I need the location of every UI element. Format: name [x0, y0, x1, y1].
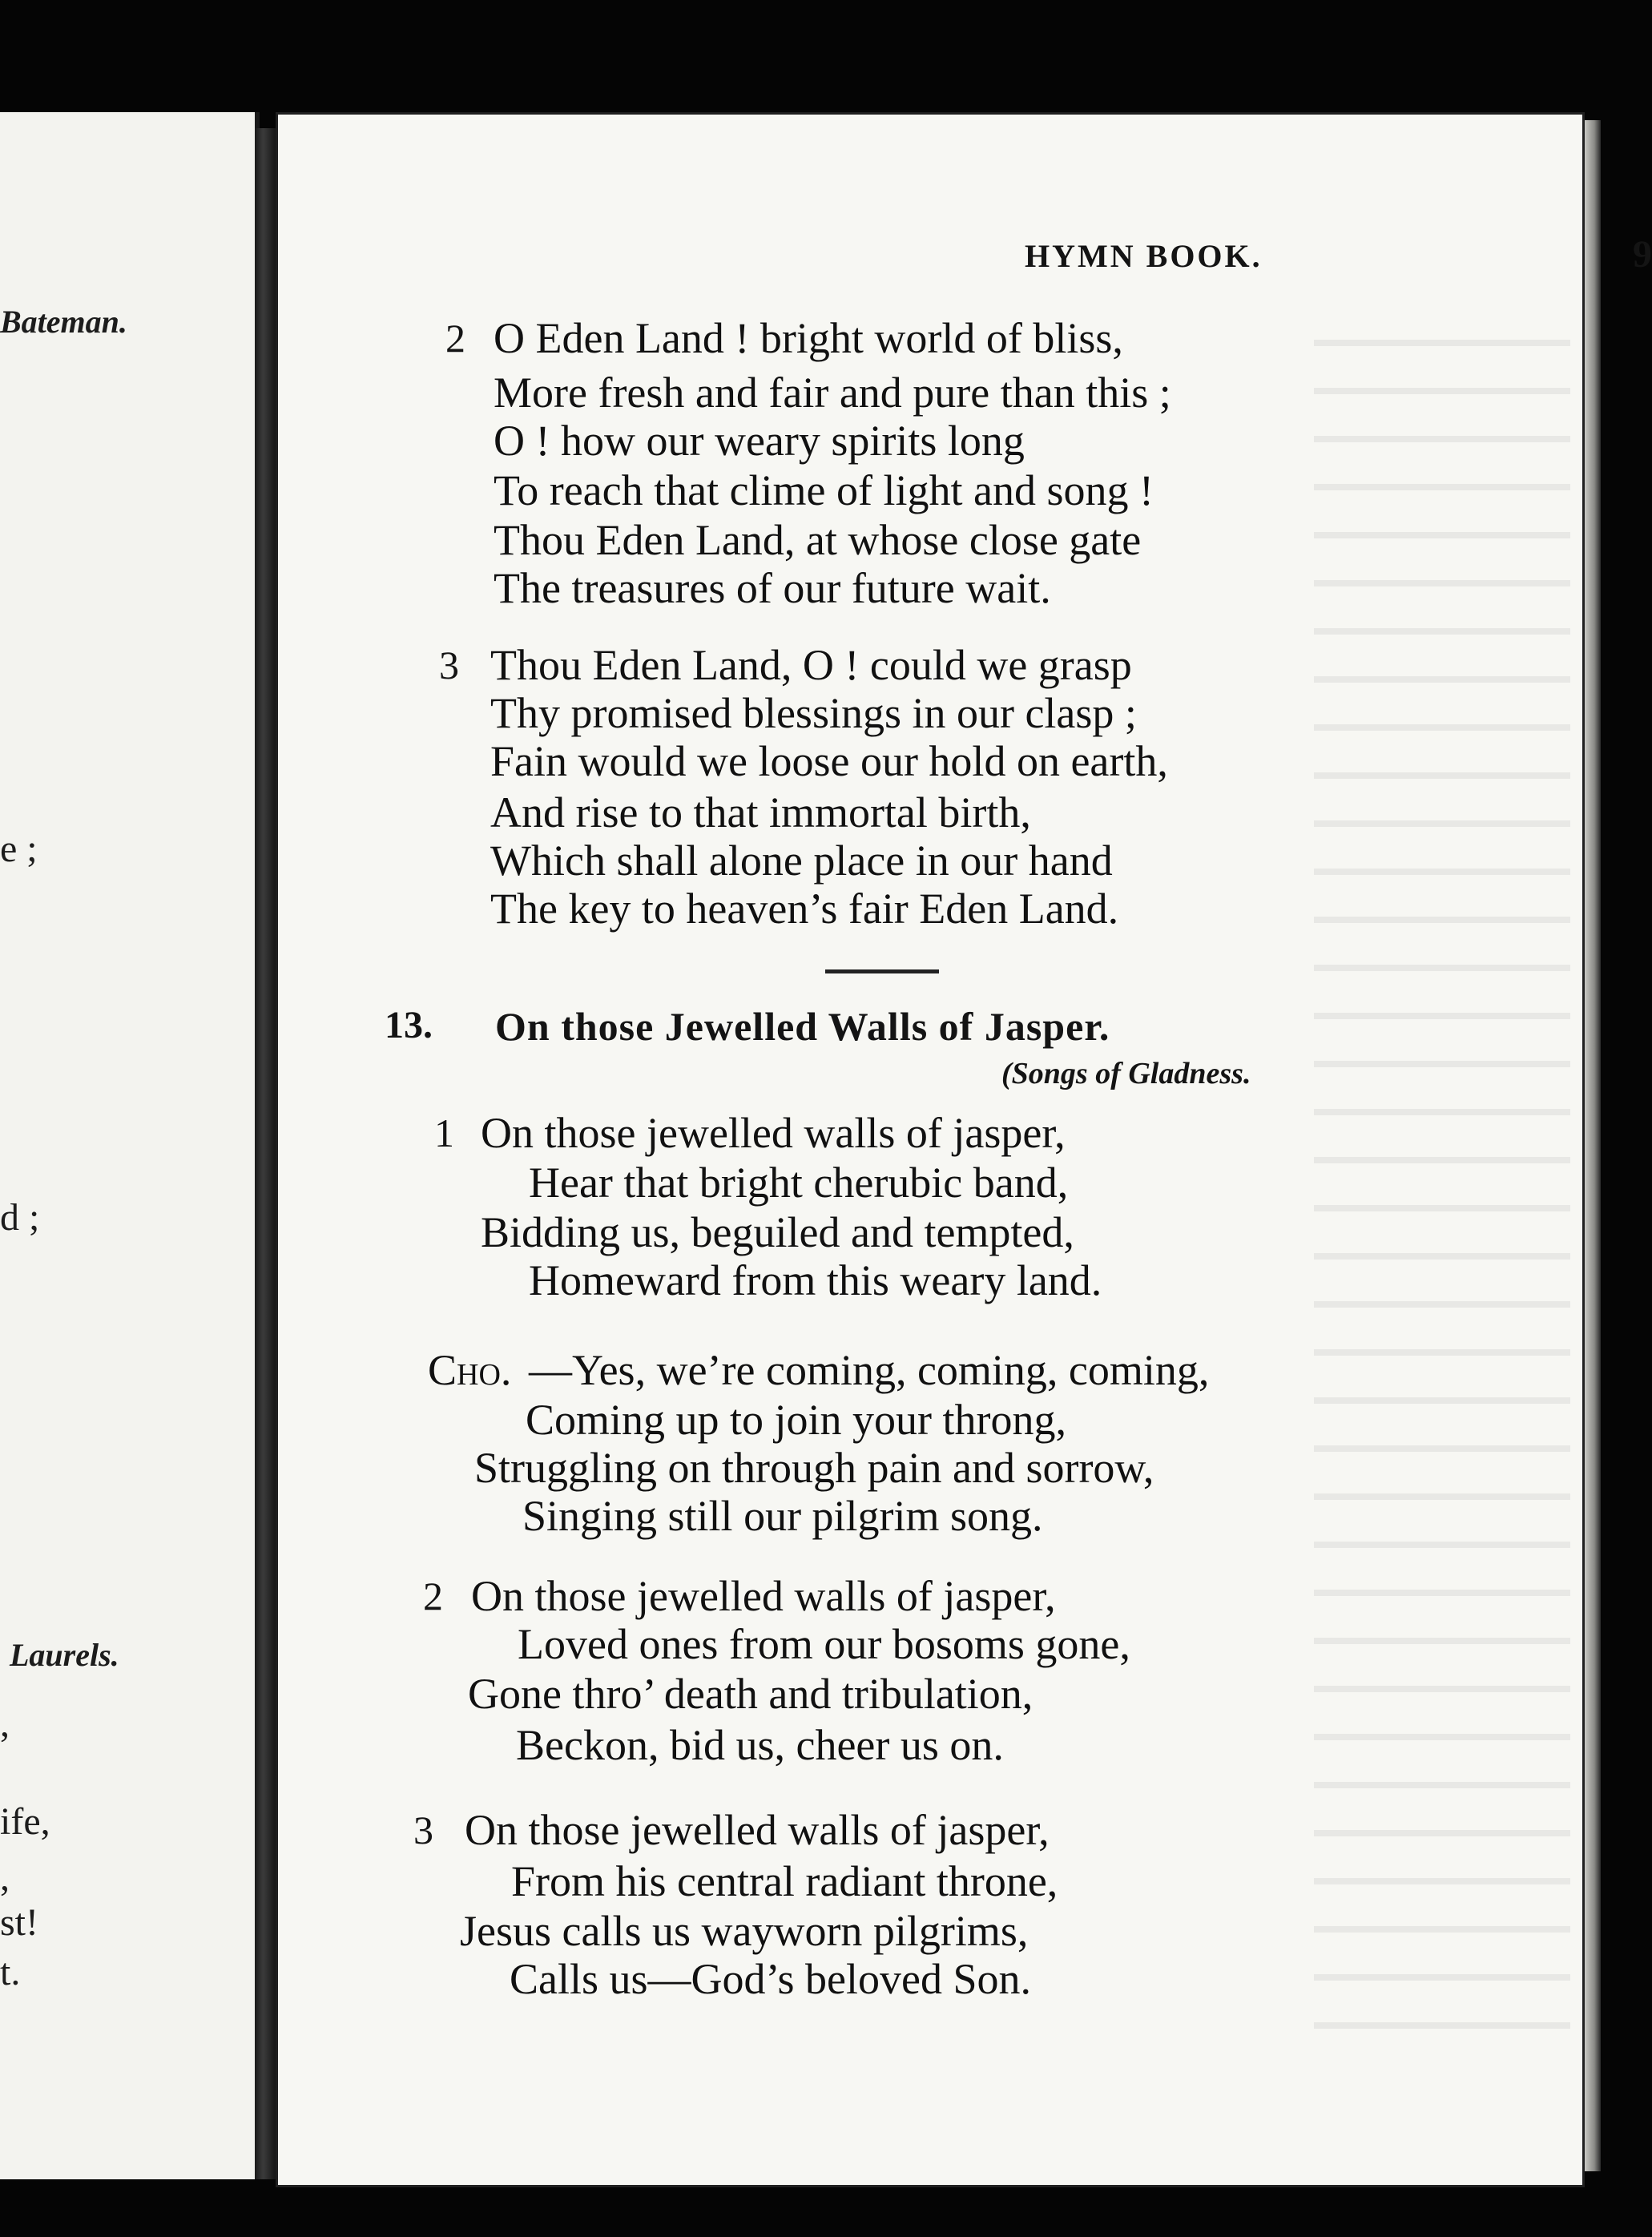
verse-line: On those jewelled walls of jasper, [465, 1806, 1050, 1854]
verse-line: Beckon, bid us, cheer us on. [516, 1721, 1004, 1769]
running-head: HYMN BOOK. [1025, 238, 1263, 274]
chorus-line: Struggling on through pain and sorrow, [474, 1444, 1154, 1492]
verse-line: Calls us—God’s beloved Son. [510, 1955, 1032, 2003]
hymn-source: (Songs of Gladness. [1001, 1057, 1251, 1090]
page-header [276, 233, 1652, 285]
verse-number: 3 [413, 1808, 433, 1852]
chorus-line: Singing still our pilgrim song. [522, 1492, 1043, 1540]
verse-line: Gone thro’ death and tribulation, [468, 1670, 1034, 1718]
verse-line: Jesus calls us wayworn pilgrims, [460, 1907, 1029, 1955]
left-fragment: d ; [0, 1196, 40, 1239]
verse-number: 2 [423, 1574, 443, 1618]
verse-line: O ! how our weary spirits long [494, 417, 1025, 465]
verse-line: Fain would we loose our hold on earth, [490, 737, 1168, 785]
left-fragment: , [0, 1703, 10, 1745]
left-facing-page [0, 112, 260, 2179]
book-gutter [255, 128, 276, 2179]
left-fragment: Laurels. [10, 1637, 119, 1673]
verse-line: Hear that bright cherubic band, [529, 1159, 1069, 1207]
verse-number: 3 [439, 643, 459, 687]
left-fragment: st! [0, 1901, 38, 1944]
verse-number: 2 [445, 316, 465, 361]
verse-line: Homeward from this weary land. [529, 1256, 1102, 1304]
page-edge [1585, 120, 1601, 2171]
hymn-title: On those Jewelled Walls of Jasper. [495, 1004, 1110, 1049]
chorus-label: Cho. [428, 1346, 512, 1394]
verse-line: From his central radiant throne, [511, 1857, 1058, 1905]
bleed-through-shadow [1314, 304, 1570, 2067]
verse-line: O Eden Land ! bright world of bliss, [494, 314, 1123, 362]
verse-line: Thy promised blessings in our clasp ; [490, 689, 1137, 737]
chorus-line: Coming up to join your throng, [526, 1396, 1066, 1444]
verse-line: The key to heaven’s fair Eden Land. [490, 885, 1119, 933]
verse-line: Which shall alone place in our hand [490, 836, 1113, 885]
hymn-number: 13. [385, 1004, 433, 1046]
verse-line: Bidding us, beguiled and tempted, [481, 1208, 1074, 1256]
left-fragment: Bateman. [0, 304, 127, 340]
verse-line: Loved ones from our bosoms gone, [518, 1620, 1130, 1668]
verse-line: Thou Eden Land, O ! could we grasp [490, 641, 1132, 689]
verse-line: More fresh and fair and pure than this ; [494, 369, 1171, 417]
verse-line: The treasures of our future wait. [494, 564, 1051, 612]
verse-line: On those jewelled walls of jasper, [471, 1572, 1056, 1620]
chorus-line: —Yes, we’re coming, coming, coming, [529, 1346, 1210, 1394]
section-divider [825, 969, 939, 973]
verse-line: Thou Eden Land, at whose close gate [494, 516, 1142, 564]
verse-line: On those jewelled walls of jasper, [481, 1109, 1066, 1157]
verse-number: 1 [434, 1110, 454, 1155]
left-fragment: t. [0, 1951, 21, 1993]
verse-line: And rise to that immortal birth, [490, 788, 1031, 836]
left-fragment: ife, [0, 1800, 50, 1843]
page-number: 9 [1633, 233, 1652, 276]
verse-line: To reach that clime of light and song ! [494, 466, 1154, 514]
left-fragment: e ; [0, 828, 38, 870]
left-fragment: , [0, 1856, 10, 1899]
